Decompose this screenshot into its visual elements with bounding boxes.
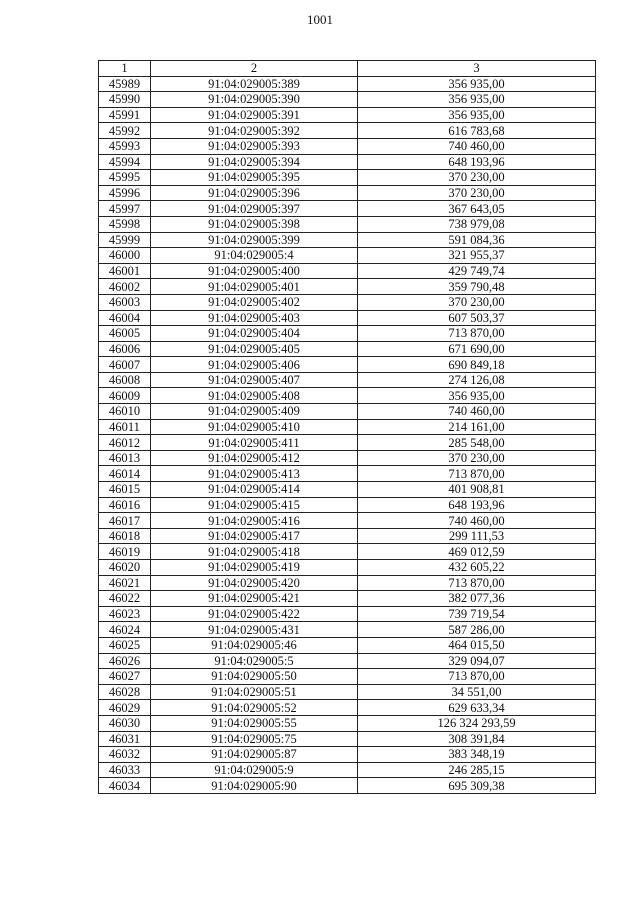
value-cell: 695 309,38 [358,778,596,794]
table-row [99,248,596,264]
table-row [99,138,596,154]
table-row [99,357,596,373]
row-number-cell: 46006 [99,341,151,357]
cadastral-number-cell: 91:04:029005:407 [151,372,358,388]
value-cell: 671 690,00 [358,341,596,357]
table-row [99,107,596,123]
table-row [99,404,596,420]
row-number-cell: 46012 [99,435,151,451]
value-cell: 321 955,37 [358,248,596,264]
cadastral-number-cell: 91:04:029005:55 [151,715,358,731]
value-cell: 214 161,00 [358,419,596,435]
row-number-cell: 46007 [99,357,151,373]
row-number-cell: 46016 [99,497,151,513]
table-row [99,372,596,388]
table-row [99,482,596,498]
value-cell: 739 719,54 [358,606,596,622]
cadastral-number-cell: 91:04:029005:394 [151,154,358,170]
table-row [99,466,596,482]
row-number-cell: 45992 [99,123,151,139]
row-number-cell: 46021 [99,575,151,591]
value-cell: 356 935,00 [358,76,596,92]
cadastral-number-cell: 91:04:029005:417 [151,528,358,544]
cadastral-number-cell: 91:04:029005:419 [151,560,358,576]
row-number-cell: 46034 [99,778,151,794]
value-cell: 370 230,00 [358,294,596,310]
page-number: 1001 [307,12,333,27]
table-row [99,513,596,529]
value-cell: 367 643,05 [358,201,596,217]
table-row [99,216,596,232]
cadastral-number-cell: 91:04:029005:87 [151,747,358,763]
cadastral-number-cell: 91:04:029005:396 [151,185,358,201]
value-cell: 356 935,00 [358,388,596,404]
value-cell: 607 503,37 [358,310,596,326]
value-cell: 713 870,00 [358,466,596,482]
cadastral-number-cell: 91:04:029005:4 [151,248,358,264]
value-cell: 740 460,00 [358,404,596,420]
cadastral-number-cell: 91:04:029005:414 [151,482,358,498]
cadastral-number-cell: 91:04:029005:408 [151,388,358,404]
row-number-cell: 46031 [99,731,151,747]
cadastral-number-cell: 91:04:029005:5 [151,653,358,669]
table-row [99,653,596,669]
row-number-cell: 46029 [99,700,151,716]
row-number-cell: 46024 [99,622,151,638]
table-row [99,310,596,326]
table-row [99,388,596,404]
table-row [99,123,596,139]
table-row [99,560,596,576]
cadastral-number-cell: 91:04:029005:420 [151,575,358,591]
cadastral-number-cell: 91:04:029005:397 [151,201,358,217]
cadastral-number-cell: 91:04:029005:405 [151,341,358,357]
row-number-cell: 45998 [99,216,151,232]
value-cell: 299 111,53 [358,528,596,544]
value-cell: 383 348,19 [358,747,596,763]
cadastral-number-cell: 91:04:029005:421 [151,591,358,607]
cadastral-number-cell: 91:04:029005:52 [151,700,358,716]
row-number-cell: 46019 [99,544,151,560]
table-row [99,76,596,92]
table-row [99,201,596,217]
cadastral-number-cell: 91:04:029005:418 [151,544,358,560]
row-number-cell: 45994 [99,154,151,170]
table-row [99,684,596,700]
cadastral-number-cell: 91:04:029005:401 [151,279,358,295]
row-number-cell: 46011 [99,419,151,435]
value-cell: 274 126,08 [358,372,596,388]
table-row [99,544,596,560]
row-number-cell: 45993 [99,138,151,154]
cadastral-value-table [98,60,596,794]
value-cell: 401 908,81 [358,482,596,498]
table-row [99,263,596,279]
cadastral-number-cell: 91:04:029005:416 [151,513,358,529]
cadastral-number-cell: 91:04:029005:400 [151,263,358,279]
value-cell: 370 230,00 [358,170,596,186]
cadastral-number-cell: 91:04:029005:410 [151,419,358,435]
table-row [99,154,596,170]
row-number-cell: 46008 [99,372,151,388]
table-row [99,341,596,357]
value-cell: 591 084,36 [358,232,596,248]
row-number-cell: 46014 [99,466,151,482]
value-cell: 329 094,07 [358,653,596,669]
cadastral-number-cell: 91:04:029005:393 [151,138,358,154]
table-row [99,778,596,794]
cadastral-number-cell: 91:04:029005:406 [151,357,358,373]
value-cell: 738 979,08 [358,216,596,232]
row-number-cell: 46009 [99,388,151,404]
value-cell: 370 230,00 [358,185,596,201]
column-header-1: 1 [99,61,151,77]
value-cell: 429 749,74 [358,263,596,279]
cadastral-number-cell: 91:04:029005:51 [151,684,358,700]
row-number-cell: 46018 [99,528,151,544]
cadastral-number-cell: 91:04:029005:389 [151,76,358,92]
row-number-cell: 46015 [99,482,151,498]
cadastral-number-cell: 91:04:029005:390 [151,92,358,108]
table-row [99,747,596,763]
value-cell: 356 935,00 [358,107,596,123]
cadastral-number-cell: 91:04:029005:392 [151,123,358,139]
table-header [99,61,596,77]
row-number-cell: 45989 [99,76,151,92]
cadastral-number-cell: 91:04:029005:415 [151,497,358,513]
row-number-cell: 46028 [99,684,151,700]
value-cell: 648 193,96 [358,154,596,170]
value-cell: 616 783,68 [358,123,596,139]
cadastral-number-cell: 91:04:029005:409 [151,404,358,420]
value-cell: 370 230,00 [358,450,596,466]
cadastral-number-cell: 91:04:029005:9 [151,762,358,778]
cadastral-number-cell: 91:04:029005:398 [151,216,358,232]
value-cell: 308 391,84 [358,731,596,747]
row-number-cell: 46025 [99,637,151,653]
table-row [99,170,596,186]
table-row [99,326,596,342]
value-cell: 34 551,00 [358,684,596,700]
row-number-cell: 46005 [99,326,151,342]
row-number-cell: 45991 [99,107,151,123]
cadastral-number-cell: 91:04:029005:412 [151,450,358,466]
table-row [99,637,596,653]
table-row [99,92,596,108]
header-row [99,61,596,77]
row-number-cell: 45990 [99,92,151,108]
row-number-cell: 46022 [99,591,151,607]
row-number-cell: 46004 [99,310,151,326]
value-cell: 629 633,34 [358,700,596,716]
cadastral-number-cell: 91:04:029005:431 [151,622,358,638]
row-number-cell: 46027 [99,669,151,685]
table-row [99,622,596,638]
value-cell: 356 935,00 [358,92,596,108]
row-number-cell: 46032 [99,747,151,763]
value-cell: 713 870,00 [358,326,596,342]
table-row [99,762,596,778]
row-number-cell: 45997 [99,201,151,217]
value-cell: 713 870,00 [358,575,596,591]
table-row [99,715,596,731]
value-cell: 740 460,00 [358,138,596,154]
table-row [99,669,596,685]
cadastral-number-cell: 91:04:029005:411 [151,435,358,451]
column-header-3: 3 [358,61,596,77]
row-number-cell: 46001 [99,263,151,279]
row-number-cell: 46033 [99,762,151,778]
value-cell: 246 285,15 [358,762,596,778]
value-cell: 285 548,00 [358,435,596,451]
table-row [99,528,596,544]
cadastral-number-cell: 91:04:029005:90 [151,778,358,794]
cadastral-number-cell: 91:04:029005:50 [151,669,358,685]
row-number-cell: 46010 [99,404,151,420]
value-cell: 359 790,48 [358,279,596,295]
cadastral-number-cell: 91:04:029005:413 [151,466,358,482]
row-number-cell: 46023 [99,606,151,622]
value-cell: 648 193,96 [358,497,596,513]
row-number-cell: 45999 [99,232,151,248]
row-number-cell: 46026 [99,653,151,669]
table-row [99,497,596,513]
value-cell: 587 286,00 [358,622,596,638]
row-number-cell: 45996 [99,185,151,201]
cadastral-number-cell: 91:04:029005:422 [151,606,358,622]
value-cell: 432 605,22 [358,560,596,576]
value-cell: 690 849,18 [358,357,596,373]
table-row [99,232,596,248]
table-row [99,591,596,607]
value-cell: 740 460,00 [358,513,596,529]
table-row [99,606,596,622]
table-body [99,76,596,793]
table-row [99,700,596,716]
cadastral-number-cell: 91:04:029005:403 [151,310,358,326]
cadastral-number-cell: 91:04:029005:402 [151,294,358,310]
table-row [99,279,596,295]
row-number-cell: 46013 [99,450,151,466]
row-number-cell: 46017 [99,513,151,529]
column-header-2: 2 [151,61,358,77]
row-number-cell: 46002 [99,279,151,295]
row-number-cell: 46030 [99,715,151,731]
value-cell: 469 012,59 [358,544,596,560]
value-cell: 464 015,50 [358,637,596,653]
row-number-cell: 46003 [99,294,151,310]
cadastral-number-cell: 91:04:029005:75 [151,731,358,747]
table-row [99,294,596,310]
cadastral-number-cell: 91:04:029005:404 [151,326,358,342]
value-cell: 713 870,00 [358,669,596,685]
table-row [99,185,596,201]
value-cell: 382 077,36 [358,591,596,607]
row-number-cell: 46000 [99,248,151,264]
row-number-cell: 46020 [99,560,151,576]
table-row [99,575,596,591]
table-row [99,731,596,747]
table-row [99,435,596,451]
table-row [99,419,596,435]
value-cell: 126 324 293,59 [358,715,596,731]
row-number-cell: 45995 [99,170,151,186]
cadastral-number-cell: 91:04:029005:395 [151,170,358,186]
cadastral-number-cell: 91:04:029005:399 [151,232,358,248]
cadastral-number-cell: 91:04:029005:46 [151,637,358,653]
cadastral-number-cell: 91:04:029005:391 [151,107,358,123]
table-row [99,450,596,466]
